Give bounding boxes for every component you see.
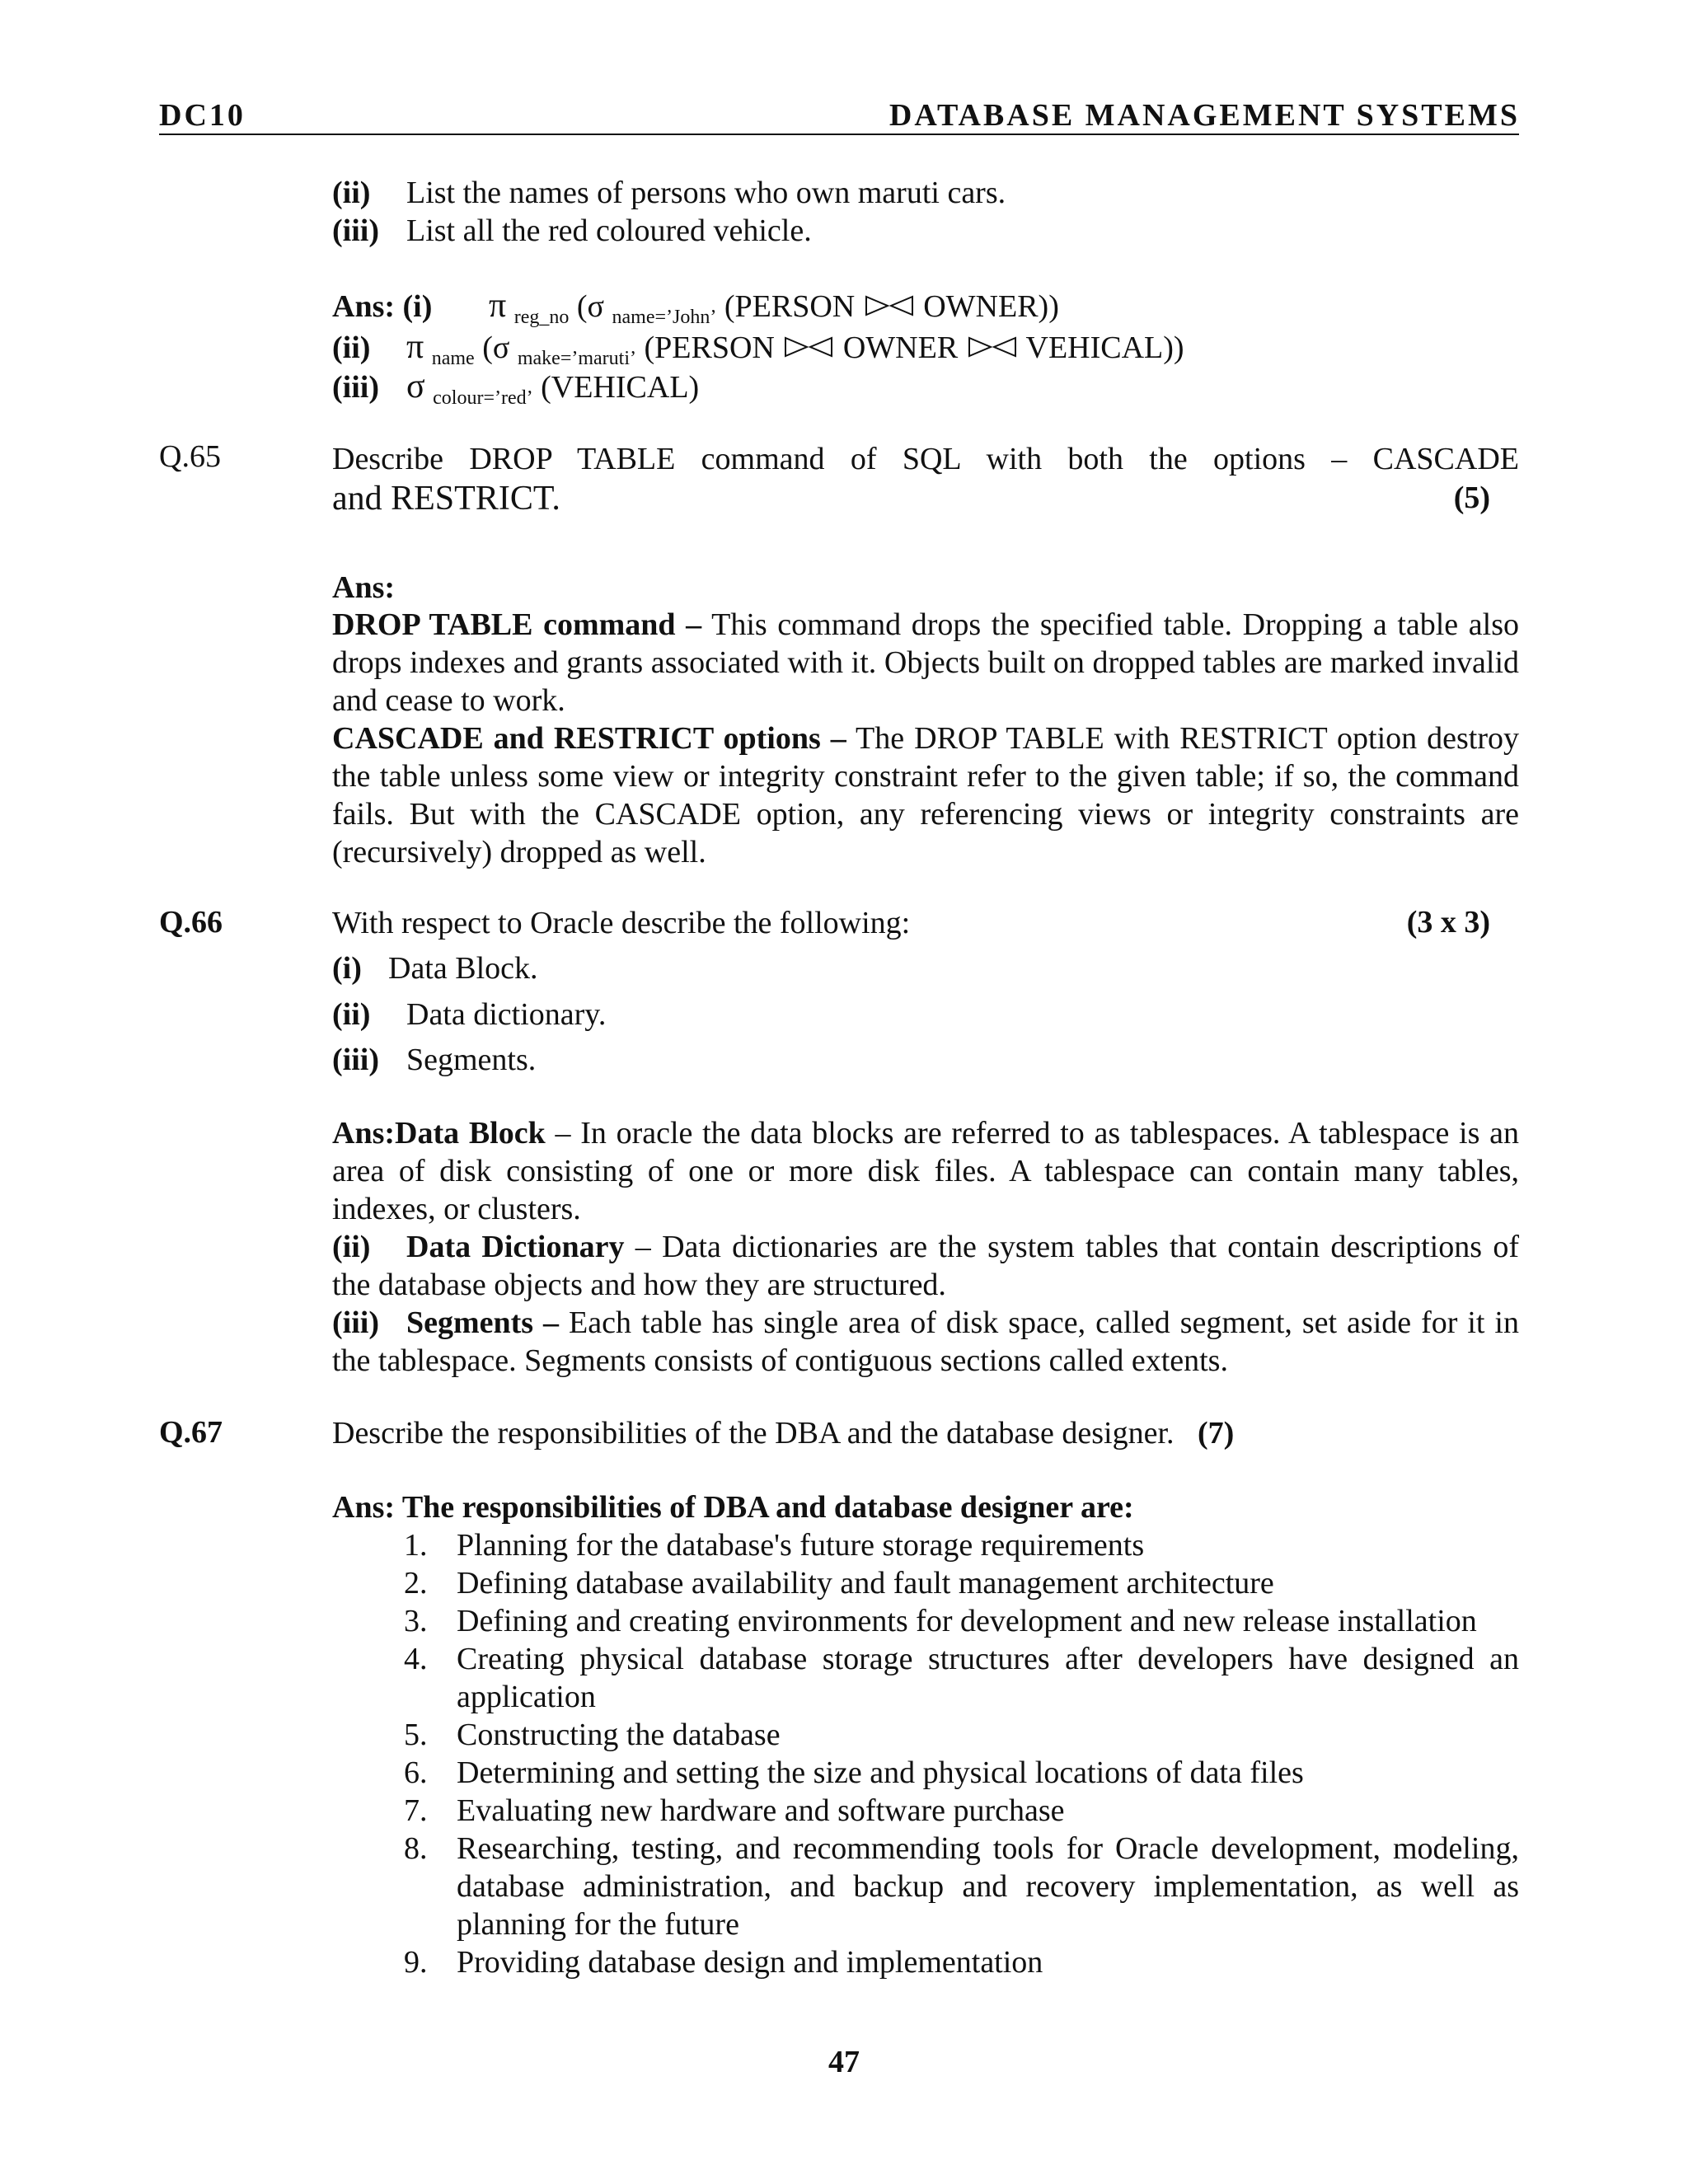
list-item: (ii) Data dictionary. [332, 997, 607, 1032]
answer-paragraph: (iii) Segments – Each table has single area of disk space, called segment, set aside for it in the tablespace. Segments consists of contiguous sections called extents. [332, 1305, 1519, 1378]
list-item: (i) Data Block. [332, 951, 538, 986]
natural-join-icon [863, 293, 916, 318]
page-number: 47 [828, 2045, 860, 2079]
header-rule [159, 134, 1519, 135]
answer-heading: Ans: The responsibilities of DBA and database designer are: [332, 1490, 1134, 1525]
answer-paragraph: DROP TABLE command – This command drops the specified table. Dropping a table also drops indexes and grants associated with it. Objects built on dropped tables are marked invalid and cease to work. [332, 607, 1519, 718]
question-marks: (3 x 3) [1406, 905, 1490, 940]
list-item: 1. Planning for the database's future storage requirements [404, 1528, 1145, 1563]
question-marks: (5) [1453, 480, 1490, 515]
question-number: Q.67 [159, 1415, 223, 1450]
responsibilities-list [404, 1526, 1519, 1981]
list-item: 8. Researching, testing, and recommending tools for Oracle development, modeling, database administration, and backup and recovery implementation, as well as planning for the future [404, 1831, 1519, 1942]
answer-paragraph: (ii) Data Dictionary – Data dictionaries are the system tables that contain descriptions of the database objects and how they are structured. [332, 1230, 1519, 1302]
header-code: DC10 [159, 98, 246, 133]
list-item: 3. Defining and creating environments for development and new release installation [404, 1604, 1477, 1638]
list-item: 4. Creating physical database storage structures after developers have designed an application [404, 1642, 1519, 1714]
list-item: 9. Providing database design and implementation [404, 1945, 1043, 1980]
prev-item-ii: (ii) List the names of persons who own maruti cars. [332, 176, 1006, 210]
list-item: 7. Evaluating new hardware and software purchase [404, 1793, 1065, 1828]
question-text: With respect to Oracle describe the following: [332, 906, 911, 940]
prev-answer-iii: (iii) σ $_{colour=’red’}$ (VEHICAL) [332, 368, 700, 409]
natural-join-icon [966, 335, 1019, 359]
list-item: 2. Defining database availability and fault management architecture [404, 1566, 1274, 1601]
answer-paragraph: Ans:Data Block – In oracle the data blocks are referred to as tablespaces. A tablespace is an area of disk consisting of one or more disk files. A tablespace can contain many tables, indexes, or clusters. [332, 1116, 1519, 1226]
question-text: Describe DROP TABLE command of SQL with both the options – CASCADE [332, 442, 1519, 476]
question-text-cont: and RESTRICT. [332, 480, 560, 518]
list-item: 6. Determining and setting the size and physical locations of data files [404, 1755, 1304, 1790]
header-title: DATABASE MANAGEMENT SYSTEMS [889, 98, 1520, 133]
prev-answer-i: Ans: (i) π $_{reg\_no}$ (σ $_{name=’John’}$ (PERSON OWNER)) [332, 287, 1059, 328]
natural-join-icon [782, 335, 835, 359]
question-number: Q.65 [159, 439, 221, 474]
question-number: Q.66 [159, 905, 223, 940]
prev-answer-ii: (ii) π $_{name}$ (σ $_{make=’maruti’}$ (PERSON OWNER VEHICAL)) [332, 328, 1184, 369]
answer-paragraph: CASCADE and RESTRICT options – The DROP TABLE with RESTRICT option destroy the table unless some view or integrity constraint refer to the given table; if so, the command fails. But with the CASCADE option, any referencing views or integrity constraints are (recursively) dropped as well. [332, 721, 1519, 869]
list-item: (iii) Segments. [332, 1043, 537, 1077]
answer-label: Ans: [332, 570, 396, 605]
question-text: Describe the responsibilities of the DBA and the database designer. (7) [332, 1416, 1235, 1451]
prev-item-iii: (iii) List all the red coloured vehicle. [332, 213, 812, 248]
list-item: 5. Constructing the database [404, 1718, 781, 1752]
